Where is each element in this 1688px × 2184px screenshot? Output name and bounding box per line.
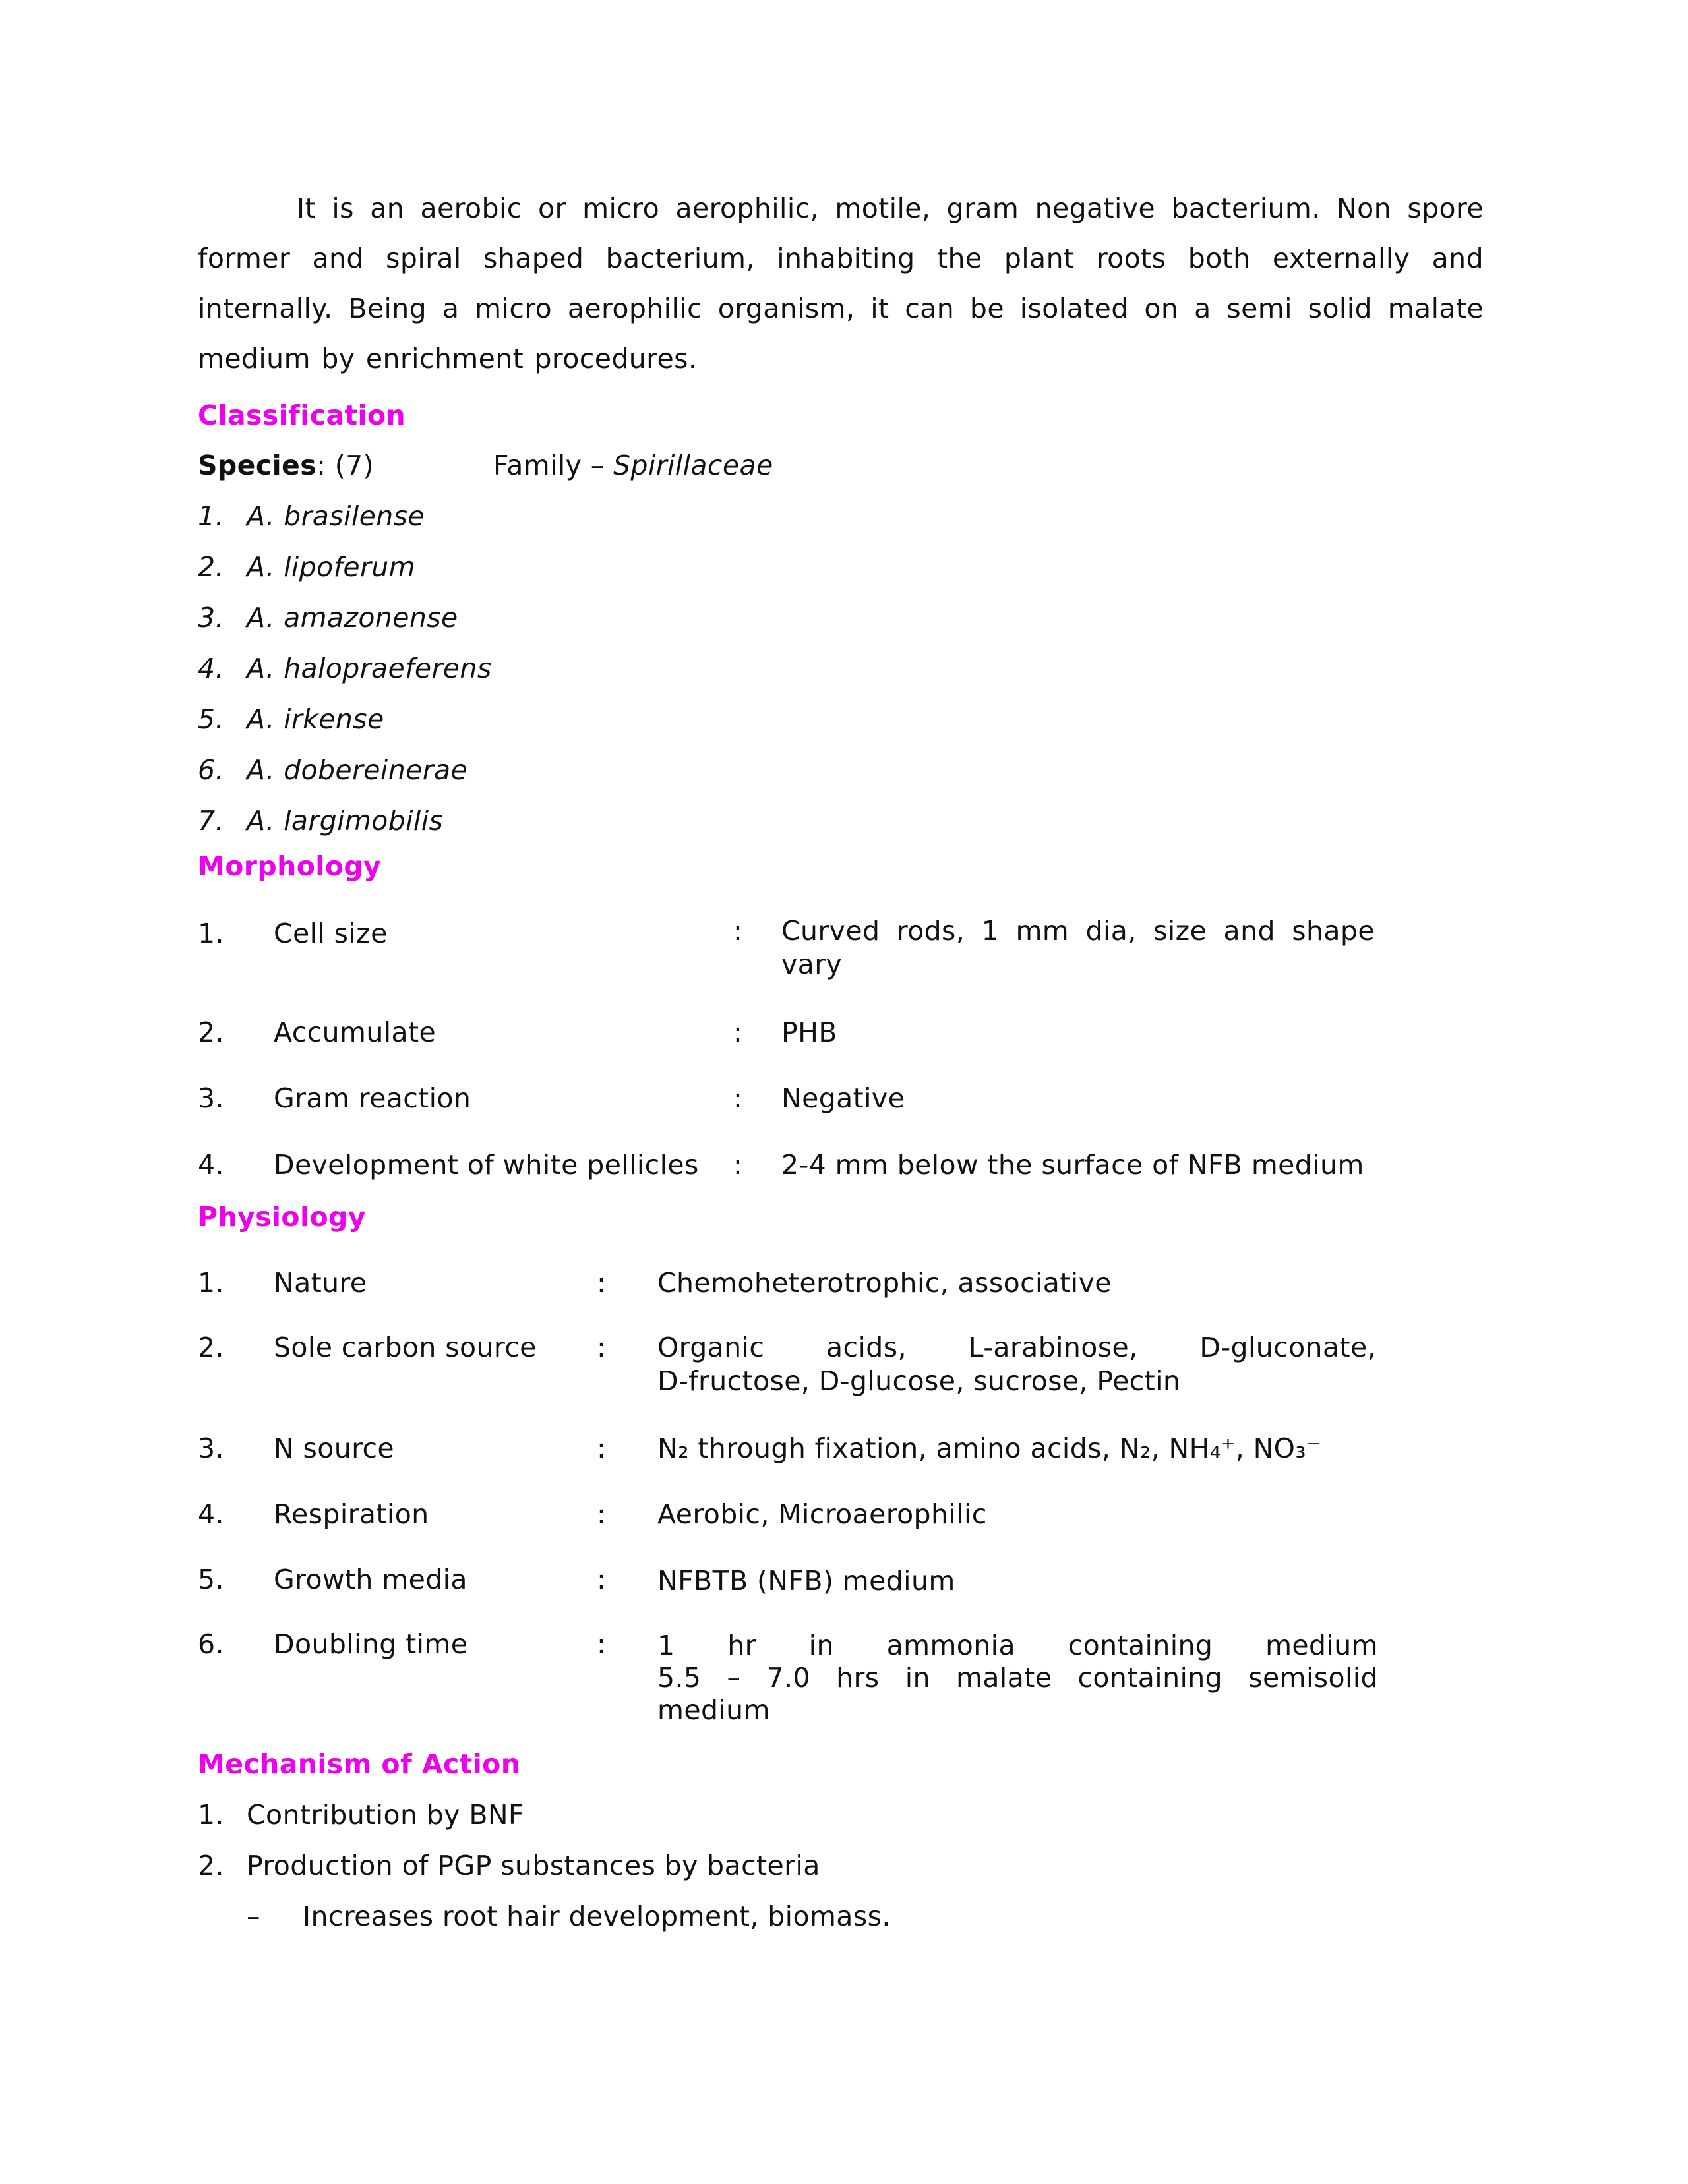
row-colon: : (597, 1564, 607, 1595)
row-value: N₂ through fixation, amino acids, N₂, NH₄⁺, NO₃⁻ (657, 1432, 1321, 1464)
row-colon: : (597, 1628, 607, 1660)
row-colon: : (733, 1149, 743, 1181)
row-value-cont: D-fructose, D-glucose, sucrose, Pectin (657, 1365, 1181, 1397)
row-colon: : (733, 1017, 743, 1048)
row-value: 1 hr in ammonia containing medium (657, 1630, 1378, 1661)
sub-list-item: – Increases root hair development, biomass. (247, 1901, 891, 1932)
row-number: 2. (198, 1017, 224, 1048)
row-number: 1. (198, 918, 224, 949)
row-label: Nature (274, 1267, 367, 1299)
row-number: 5. (198, 1564, 224, 1595)
row-value: PHB (781, 1017, 837, 1048)
species-label: Species (198, 450, 317, 481)
list-item: 2. A. lipoferum (198, 551, 416, 583)
row-value-cont: vary (781, 949, 843, 980)
row-colon: : (733, 1082, 743, 1114)
intro-line-4: medium by enrichment procedures. (198, 343, 698, 374)
family-name: Spirillaceae (613, 450, 773, 481)
species-line (198, 452, 374, 479)
mechanism-heading: Mechanism of Action (198, 1748, 521, 1780)
family-line (493, 452, 773, 479)
row-value: Negative (781, 1082, 905, 1114)
row-label: Cell size (274, 918, 388, 949)
row-label: Accumulate (274, 1017, 437, 1048)
row-number: 3. (198, 1432, 224, 1464)
row-value: Curved rods, 1 mm dia, size and shape (781, 915, 1375, 947)
family-label: Family – (493, 450, 614, 481)
row-value: Chemoheterotrophic, associative (657, 1267, 1112, 1299)
row-label: Growth media (274, 1564, 467, 1595)
classification-heading: Classification (198, 399, 406, 431)
row-value: 2-4 mm below the surface of NFB medium (781, 1149, 1364, 1181)
list-item: 6. A. dobereinerae (198, 754, 468, 786)
intro-line-1: It is an aerobic or micro aerophilic, motile, gram negative bacterium. Non spore (297, 192, 1484, 224)
list-item: 2. Production of PGP substances by bacteria (198, 1850, 820, 1881)
row-value-cont: 5.5 – 7.0 hrs in malate containing semisolid (657, 1662, 1378, 1694)
row-label: Doubling time (274, 1628, 468, 1660)
row-colon: : (597, 1332, 607, 1363)
row-value: NFBTB (NFB) medium (657, 1565, 955, 1597)
row-number: 1. (198, 1267, 224, 1299)
row-number: 6. (198, 1628, 224, 1660)
list-item: 1. Contribution by BNF (198, 1799, 524, 1831)
species-count: : (7) (316, 450, 374, 481)
row-value: Aerobic, Microaerophilic (657, 1498, 987, 1530)
row-number: 2. (198, 1332, 224, 1363)
row-value-cont: medium (657, 1694, 770, 1726)
row-colon: : (597, 1498, 607, 1530)
row-number: 4. (198, 1498, 224, 1530)
row-colon: : (733, 915, 743, 947)
row-label: Sole carbon source (274, 1332, 537, 1363)
list-item: 1. A. brasilense (198, 500, 425, 532)
intro-line-2: former and spiral shaped bacterium, inhabiting the plant roots both externally and (198, 243, 1484, 274)
list-item: 4. A. halopraeferens (198, 653, 492, 684)
row-value: Organic acids, L-arabinose, D-gluconate, (657, 1332, 1376, 1363)
row-colon: : (597, 1432, 607, 1464)
row-label: Gram reaction (274, 1082, 471, 1114)
row-number: 3. (198, 1082, 224, 1114)
row-number: 4. (198, 1149, 224, 1181)
physiology-heading: Physiology (198, 1201, 366, 1233)
list-item: 5. A. irkense (198, 703, 384, 735)
row-label: Development of white pellicles (274, 1149, 699, 1181)
list-item: 7. A. largimobilis (198, 805, 444, 837)
morphology-heading: Morphology (198, 850, 382, 882)
list-item: 3. A. amazonense (198, 602, 458, 634)
row-colon: : (597, 1267, 607, 1299)
row-label: Respiration (274, 1498, 429, 1530)
row-label: N source (274, 1432, 395, 1464)
intro-line-3: internally. Being a micro aerophilic organism, it can be isolated on a semi solid malate (198, 293, 1484, 324)
